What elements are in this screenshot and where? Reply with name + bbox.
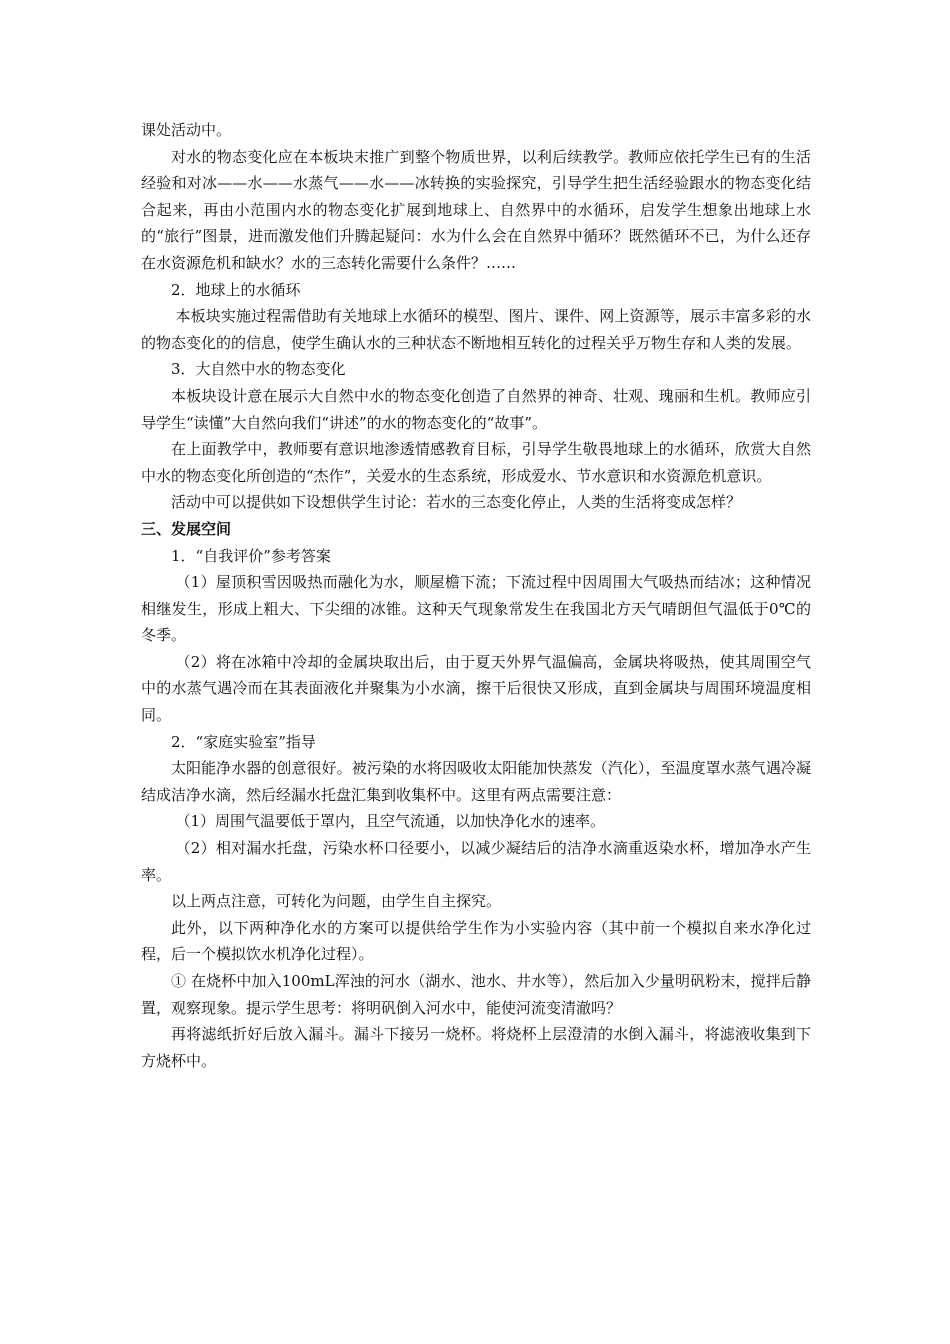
note-item-2: （2）相对漏水托盘，污染水杯口径要小，以减少凝结后的洁净水滴重返染水杯，增加净水产生率。 (141, 839, 811, 884)
experiment-step-1: ① 在烧杯中加入100mL浑浊的河水（湖水、池水、井水等），然后加入少量明矾粉末，搅拌后静置，观察现象。提示学生思考：将明矾倒入河水中，能使河流变清澈吗？ (141, 972, 811, 1017)
answer-item-2: （2）将在冰箱中冷却的金属块取出后，由于夏天外界气温偏高，金属块将吸热，使其周围空气中的水蒸气遇冷而在其表面液化并聚集为小水滴，擦干后很快又形成，直到金属块与周围环境温度相同。 (141, 652, 811, 725)
paragraph-experiments-intro: 此外，以下两种净化水的方案可以提供给学生作为小实验内容（其中前一个模拟自来水净化过程，后一个模拟饮水机净化过程）。 (141, 918, 811, 964)
paragraph-inquiry: 以上两点注意，可转化为问题，由学生自主探究。 (171, 892, 502, 911)
paragraph-water-cycle-resources: 本板块实施过程需借助有关地球上水循环的模型、图片、课件、网上资源等，展示丰富多彩的水的物态变化的的信息，使学生确认水的三种状态不断地相互转化的过程关乎万物生存和人类的发展。 (141, 307, 811, 352)
document-body (141, 117, 811, 1074)
note-item-1: （1）周围气温要低于罩内，且空气流通，以加快净化水的速率。 (175, 812, 606, 831)
paragraph-solar-purifier: 太阳能净水器的创意很好。被污染的水将因吸收太阳能加快蒸发（汽化），至温度罩水蒸气遇冷凝结成洁净水滴，然后经漏水托盘汇集到收集杯中。这里有两点需要注意： (141, 759, 811, 804)
paragraph-emotional-education: 在上面教学中，教师要有意识地渗透情感教育目标，引导学生敬畏地球上的水循环，欣赏大自然中水的物态变化所创造的“杰作”，关爱水的生态系统，形成爱水、节水意识和水资源危机意识。 (141, 440, 811, 485)
paragraph-state-change-teaching: 对水的物态变化应在本板块末推广到整个物质世界，以利后续教学。教师应依托学生已有的生活经验和对冰——水——水蒸气——水——冰转换的实验探究，引导学生把生活经验跟水的物态变化结合起来，再由小范围内水的物态变化扩展到地球上、自然界中的水循环，启发学生想象出地球上水的“旅行”图景，进而激发他们升腾起疑问：水为什么会在自然界中循环？既然循环不已，为什么还存在水资源危机和缺水？水的三态转化需要什么条件？…… (141, 147, 811, 272)
subheading-self-evaluation: 1．“自我评价”参考答案 (171, 546, 331, 565)
answer-item-1: （1）屋顶积雪因吸热而融化为水，顺屋檐下流；下流过程中因周围大气吸热而结冰；这种情况相继发生，形成上粗大、下尖细的冰锥。这种天气现象常发生在我国北方天气晴朗但气温低于0℃的冬季。 (141, 573, 811, 645)
section-heading-development-space: 三、发展空间 (141, 519, 232, 538)
subheading-home-lab: 2．“家庭实验室”指导 (171, 732, 316, 751)
subheading-nature-water-change: 3．大自然中水的物态变化 (171, 360, 346, 379)
paragraph-discussion-prompt: 活动中可以提供如下设想供学生讨论：若水的三态变化停止，人类的生活将变成怎样？ (171, 493, 742, 512)
experiment-step-2: 再将滤纸折好后放入漏斗。漏斗下接另一烧杯。将烧杯上层澄清的水倒入漏斗，将滤液收集到下方烧杯中。 (141, 1025, 811, 1070)
subheading-earth-water-cycle: 2．地球上的水循环 (171, 280, 301, 299)
paragraph-continuation: 课处活动中。 (141, 121, 232, 139)
paragraph-nature-wonders: 本板块设计意在展示大自然中水的物态变化创造了自然界的神奇、壮观、瑰丽和生机。教师应引导学生“读懂”大自然向我们“讲述”的水的物态变化的“故事”。 (141, 386, 811, 432)
